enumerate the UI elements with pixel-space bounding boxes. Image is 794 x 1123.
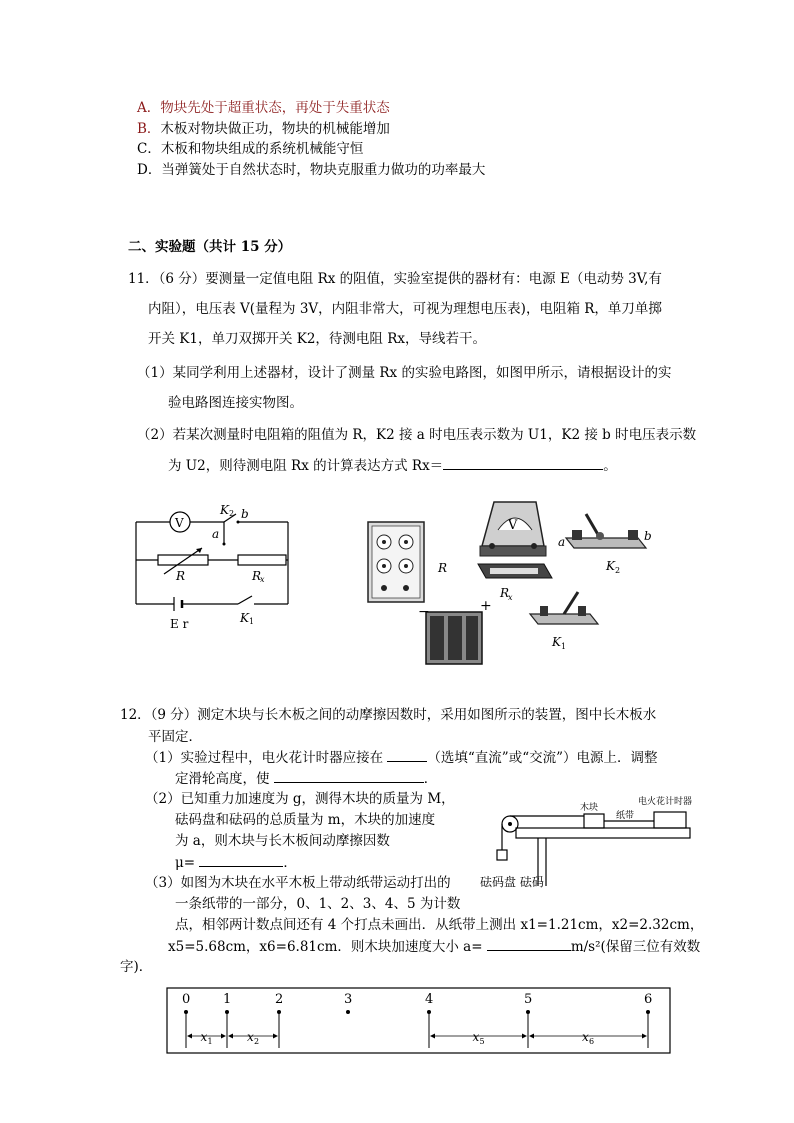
dimension-subscript-x2: 2: [254, 1037, 260, 1046]
tape-point-label-5: 5: [524, 992, 533, 1007]
apparatus-a-label: a: [558, 535, 566, 549]
tape-point-dot-3: [346, 1010, 350, 1014]
option-a-text: 物块先处于超重状态，再处于失重状态: [160, 100, 390, 116]
q12-part1-line2-pre: 定滑轮高度，使: [175, 771, 274, 787]
apparatus-k2-label: K: [606, 559, 615, 573]
q12-part3-line4-pre: x5=5.68cm，x6=6.81cm．则木块加速度大小 a=: [168, 939, 487, 955]
dimension-arrow-left-x6: [529, 1034, 534, 1039]
q11-part1-line2: 验电路图连接实物图。: [168, 395, 303, 411]
q12-part1-line1-post: （选填“直流”或“交流”）电源上．调整: [427, 750, 658, 766]
resistor-rx-device: [478, 564, 552, 578]
rx-label: R: [252, 569, 262, 583]
battery-minus-label: −: [418, 604, 430, 620]
q12-part2-line4-post: ．: [283, 855, 297, 871]
timer-label: 电火花计时器: [638, 797, 693, 807]
tape-point-label-3: 3: [344, 992, 353, 1007]
q11-line2: 内阻），电压表 V(量程为 3V，内阻非常大，可视为理想电压表)，电阻箱 R，单刀单掷: [148, 301, 662, 317]
q12-line2: 平固定．: [148, 729, 202, 745]
friction-setup-diagram: [480, 790, 698, 892]
k1-label: K: [240, 611, 249, 625]
q11-line3: 开关 K1，单刀双掷开关 K2，待测电阻 Rx，导线若干。: [148, 331, 487, 347]
tape-point-label-0: 0: [182, 992, 191, 1007]
battery-plus-label: +: [480, 598, 492, 614]
acceleration-answer-blank[interactable]: [487, 937, 571, 951]
apparatus-b-label: b: [644, 529, 652, 543]
dimension-label-x1: x: [200, 1030, 208, 1044]
q12-part1-line1-pre: （1）实验过程中，电火花计时器应接在: [145, 750, 388, 766]
dimension-arrow-left-x5: [430, 1034, 435, 1039]
option-c: C．木板和物块组成的系统机械能守恒: [137, 141, 364, 157]
dimension-subscript-x6: 6: [589, 1037, 595, 1046]
tape-point-label-6: 6: [644, 992, 653, 1007]
tape-point-label-1: 1: [223, 992, 232, 1007]
circuit-diagram: [128, 500, 308, 640]
dimension-arrow-right-x1: [221, 1034, 226, 1039]
q12-line1: 12．（9 分）测定木块与长木板之间的动摩擦因数时，采用如图所示的装置，图中长木板水: [120, 707, 657, 723]
mu-answer-blank[interactable]: [199, 853, 283, 867]
section-heading: 二、实验题（共计 15 分）: [128, 239, 292, 255]
dimension-arrow-right-x6: [642, 1034, 647, 1039]
dimension-subscript-x5: 5: [479, 1037, 485, 1046]
apparatus-k1-subscript: 1: [561, 642, 567, 651]
q12-part3-line4-post: m/s²(保留三位有效数: [570, 939, 701, 955]
q12-part3-line4: [168, 937, 700, 956]
q12-part1-line2-post: ．: [423, 771, 438, 787]
q12-part3-line2: 一条纸带的一部分，0、1、2、3、4、5 为计数: [175, 896, 461, 912]
k1-subscript: 1: [249, 617, 255, 626]
dimension-label-x5: x: [472, 1030, 480, 1044]
rx-answer-blank[interactable]: [443, 456, 603, 470]
dimension-label-x2: x: [247, 1030, 254, 1044]
apparatus-r-label: R: [438, 561, 448, 575]
option-b-text: 木板对物块做正功，物块的机械能增加: [160, 121, 390, 137]
dimension-arrow-left-x2: [228, 1034, 233, 1039]
q12-part3-line5: 字)．: [120, 959, 153, 975]
option-d: D．当弹簧处于自然状态时，物块克服重力做功的功率最大: [137, 162, 486, 178]
tape-point-label-4: 4: [425, 992, 434, 1007]
option-a: [137, 99, 390, 117]
voltmeter-label: V: [175, 516, 184, 530]
switch-k1-device: [530, 592, 598, 624]
q12-part1-line1: [145, 748, 658, 767]
dimension-subscript-x1: 1: [207, 1037, 213, 1046]
option-a-label: A．: [137, 100, 161, 116]
q12-part2-line3: 为 a，则木块与长木板间动摩擦因数: [175, 833, 390, 849]
apparatus-k1-label: K: [552, 635, 561, 649]
block-label: 木块: [580, 803, 599, 813]
option-b-label: B．: [137, 121, 161, 137]
q11-line1: 11．（6 分）要测量一定值电阻 Rx 的阻值，实验室提供的器材有：电源 E（电动势 3V,有: [128, 271, 662, 287]
q12-part3-line3: 点，相邻两计数点间还有 4 个打点未画出．从纸带上测出 x1=1.21cm，x2=2.32cm，: [175, 917, 704, 933]
k2-subscript: 2: [229, 509, 235, 518]
tape-point-label-2: 2: [275, 992, 284, 1007]
q11-part2-line2: [168, 456, 617, 475]
q11-part2-line2-pre: 为 U2，则待测电阻 Rx 的计算表达方式 Rx＝: [168, 458, 444, 474]
switch-k2-device: [566, 514, 646, 548]
rx-subscript: x: [260, 575, 265, 584]
r-label: R: [176, 569, 186, 583]
q11-part1-line1: （1）某同学利用上述器材，设计了测量 Rx 的实验电路图，如图甲所示，请根据设计的实: [137, 365, 672, 381]
apparatus-rx-subscript: x: [508, 593, 513, 602]
paper-tape-diagram: [166, 986, 672, 1056]
power-type-blank[interactable]: [387, 748, 427, 762]
pulley-adjust-blank[interactable]: [274, 769, 424, 783]
tape-label: 纸带: [616, 811, 635, 821]
dimension-label-x6: x: [582, 1030, 589, 1044]
terminal-b-label: b: [241, 507, 249, 521]
q12-part3-line1: （3）如图为木块在水平木板上带动纸带运动打出的: [145, 875, 451, 891]
battery-label: E r: [170, 617, 189, 631]
q12-part2-line4-pre: μ=: [175, 855, 200, 871]
rheostat-arrow-icon: [196, 548, 202, 553]
k2-label: K: [220, 503, 229, 517]
q12-part1-line2: [175, 769, 437, 788]
q12-part2-line1: （2）已知重力加速度为 g，测得木块的质量为 M，: [145, 791, 455, 807]
dimension-arrow-right-x5: [522, 1034, 527, 1039]
apparatus-k2-subscript: 2: [615, 566, 621, 575]
q11-part2-line2-post: 。: [603, 458, 617, 474]
resistance-box: [368, 522, 424, 602]
apparatus-v-label: V: [508, 518, 518, 533]
option-b: [137, 120, 390, 138]
dimension-arrow-right-x2: [273, 1034, 278, 1039]
weights-label: 砝码盘 砝码: [480, 875, 544, 889]
terminal-a-label: a: [212, 527, 220, 541]
q12-part2-line2: 砝码盘和砝码的总质量为 m，木块的加速度: [175, 812, 436, 828]
apparatus-picture: [360, 494, 670, 674]
apparatus-rx-label: R: [500, 586, 510, 600]
battery-device: [426, 612, 482, 664]
dimension-arrow-left-x1: [187, 1034, 192, 1039]
q12-part2-line4: [175, 853, 297, 872]
q11-part2-line1: （2）若某次测量时电阻箱的阻值为 R，K2 接 a 时电压表示数为 U1，K2 接 b 时电压表示数: [137, 427, 697, 443]
tape-border: [167, 988, 670, 1053]
